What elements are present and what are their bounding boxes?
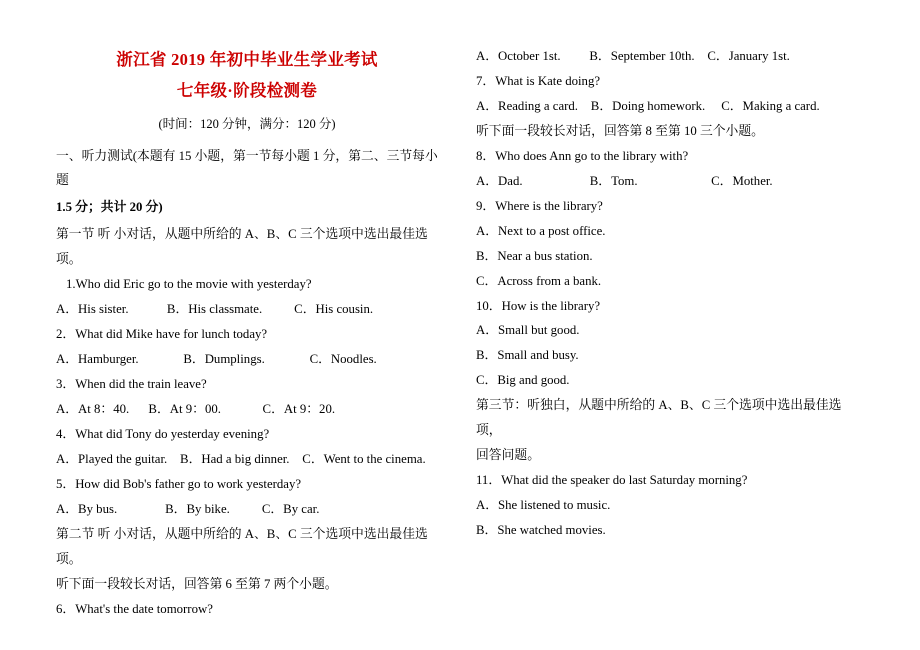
part-two-heading: 第二节 听 小对话，从题中所给的 A、B、C 三个选项中选出最佳选项。 (56, 526, 428, 566)
question-2: 2．What did Mike have for lunch today? (56, 327, 268, 342)
options-10-c: C．Big and good. (476, 373, 570, 388)
page-title: 浙江省 2019 年初中毕业生学业考试 (116, 50, 378, 69)
options-9-c: C．Across from a bank. (476, 273, 602, 288)
question-8: 8．Who does Ann go to the library with? (476, 148, 689, 163)
page-subtitle: 七年级·阶段检测卷 (176, 80, 318, 100)
options-10-b: B．Small and busy. (476, 348, 579, 363)
options-10-a: A．Small but good. (476, 323, 580, 338)
options-5: A．By bus. B．By bike. C．By car. (56, 501, 320, 516)
options-9-b: B．Near a bus station. (476, 248, 593, 263)
question-5: 5．How did Bob's father go to work yesterday? (56, 476, 302, 491)
options-8: A．Dad. B．Tom. C．Mother. (476, 173, 773, 188)
question-7: 7．What is Kate doing? (476, 73, 601, 88)
options-4: A．Played the guitar. B．Had a big dinner. C．Went to the cinema. (56, 451, 426, 466)
two-column-layout (56, 44, 864, 622)
question-11: 11．What did the speaker do last Saturday morning? (476, 473, 748, 488)
options-1: A．His sister. B．His classmate. C．His cousin. (56, 302, 374, 317)
part-two-subheading: 听下面一段较长对话，回答第 6 至第 7 两个小题。 (56, 576, 338, 591)
question-10: 10．How is the library? (476, 298, 601, 313)
options-11-b: B．She watched movies. (476, 523, 606, 538)
question-6: 6．What's the date tomorrow? (56, 601, 213, 616)
options-2: A．Hamburger. B．Dumplings. C．Noodles. (56, 352, 377, 367)
exam-meta: (时间：120 分钟，满分：120 分) (158, 116, 336, 131)
right-column (476, 44, 858, 543)
section-intro-line2: 1.5 分；共计 20 分) (56, 200, 163, 215)
options-9-a: A．Next to a post office. (476, 223, 606, 238)
options-6: A．October 1st. B．September 10th. C．January 1st. (476, 49, 790, 63)
question-1: 1.Who did Eric go to the movie with yesterday? (66, 277, 312, 292)
options-11-a: A．She listened to music. (476, 498, 611, 513)
left-column (56, 44, 438, 622)
listening-note: 听下面一段较长对话，回答第 8 至第 10 三个小题。 (476, 123, 764, 138)
section-intro-line1: 一、听力测试(本题有 15 小题，第一节每小题 1 分，第二、三节每小题 (56, 148, 438, 188)
question-9: 9．Where is the library? (476, 198, 603, 213)
part-one-heading: 第一节 听 小对话，从题中所给的 A、B、C 三个选项中选出最佳选项。 (56, 227, 428, 267)
question-3: 3．When did the train leave? (56, 377, 207, 392)
options-3: A．At 8：40. B．At 9：00. C．At 9：20. (56, 402, 336, 417)
part-three-heading-line1: 第三节：听独白，从题中所给的 A、B、C 三个选项中选出最佳选项， (476, 398, 842, 438)
question-4: 4．What did Tony do yesterday evening? (56, 426, 270, 441)
part-three-heading-line2: 回答问题。 (476, 448, 540, 463)
options-7: A．Reading a card. B．Doing homework. C．Making a card. (476, 98, 820, 113)
